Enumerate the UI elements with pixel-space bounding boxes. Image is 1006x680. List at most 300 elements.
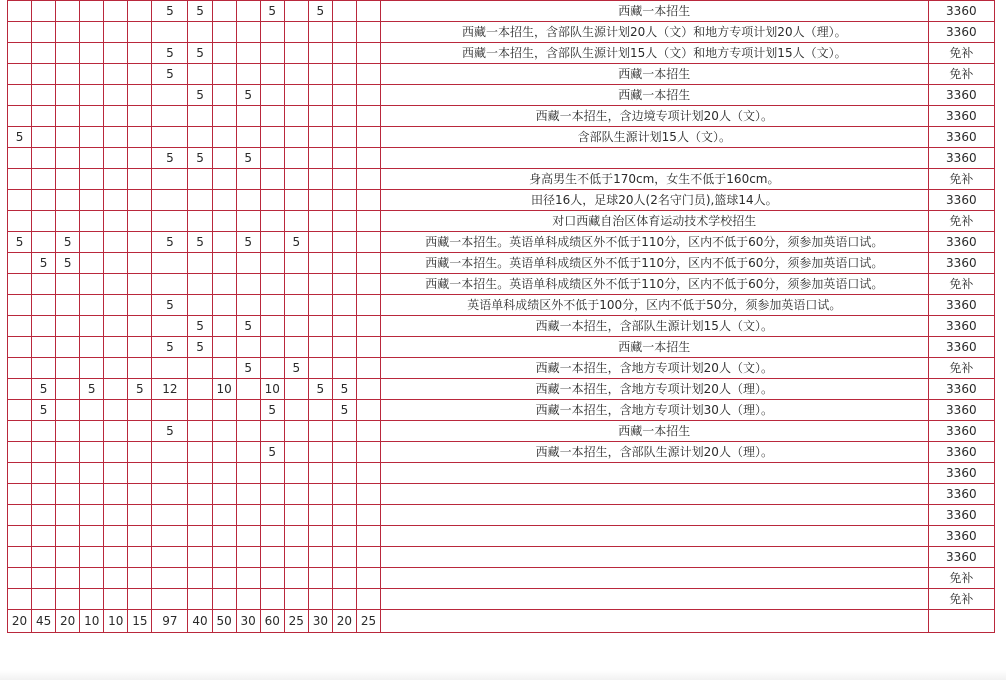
quota-cell: 5 (188, 1, 212, 22)
quota-cell (188, 169, 212, 190)
quota-cell (332, 148, 356, 169)
quota-cell (308, 400, 332, 421)
quota-cell (128, 211, 152, 232)
quota-cell (152, 400, 188, 421)
quota-cell (32, 1, 56, 22)
quota-cell (212, 400, 236, 421)
quota-cell (284, 568, 308, 589)
quota-cell (284, 85, 308, 106)
quota-cell (80, 106, 104, 127)
quota-cell (104, 190, 128, 211)
quota-cell: 5 (332, 400, 356, 421)
quota-cell (32, 127, 56, 148)
quota-cell (284, 484, 308, 505)
remark-cell: 西藏一本招生，含部队生源计划20人（文）和地方专项计划20人（理）。 (380, 22, 928, 43)
quota-cell (356, 442, 380, 463)
quota-cell (80, 169, 104, 190)
quota-cell (128, 316, 152, 337)
quota-cell (32, 463, 56, 484)
quota-cell (284, 148, 308, 169)
quota-cell (332, 484, 356, 505)
quota-cell (308, 274, 332, 295)
quota-cell (260, 337, 284, 358)
quota-cell (188, 442, 212, 463)
quota-cell (284, 64, 308, 85)
quota-cell: 5 (188, 85, 212, 106)
quota-cell (308, 64, 332, 85)
quota-cell (152, 85, 188, 106)
table-row (8, 211, 995, 232)
quota-cell (260, 85, 284, 106)
remark-cell: 西藏一本招生 (380, 337, 928, 358)
quota-cell (56, 127, 80, 148)
quota-cell (128, 547, 152, 568)
quota-cell (104, 1, 128, 22)
quota-cell (212, 442, 236, 463)
quota-cell (356, 22, 380, 43)
quota-cell (284, 43, 308, 64)
quota-cell (212, 148, 236, 169)
quota-cell (356, 358, 380, 379)
table-row (8, 274, 995, 295)
quota-cell (8, 22, 32, 43)
fee-cell (928, 610, 994, 633)
quota-cell (32, 547, 56, 568)
quota-cell (80, 505, 104, 526)
quota-cell (212, 547, 236, 568)
remark-cell (380, 148, 928, 169)
quota-cell (128, 85, 152, 106)
quota-cell: 5 (152, 295, 188, 316)
quota-cell (8, 106, 32, 127)
enrollment-table (7, 0, 995, 633)
quota-cell: 5 (260, 442, 284, 463)
fee-cell: 3360 (928, 232, 994, 253)
quota-cell (128, 421, 152, 442)
quota-cell (308, 232, 332, 253)
quota-cell (356, 421, 380, 442)
quota-cell (56, 295, 80, 316)
fee-cell: 3360 (928, 253, 994, 274)
quota-cell (260, 505, 284, 526)
quota-cell (308, 127, 332, 148)
quota-cell (104, 421, 128, 442)
fee-cell: 3360 (928, 484, 994, 505)
quota-cell: 5 (236, 316, 260, 337)
quota-cell (80, 232, 104, 253)
quota-cell (308, 295, 332, 316)
quota-cell (152, 22, 188, 43)
quota-cell (188, 400, 212, 421)
quota-cell (188, 253, 212, 274)
quota-cell (332, 232, 356, 253)
quota-cell (188, 64, 212, 85)
quota-cell (332, 358, 356, 379)
quota-cell (104, 547, 128, 568)
quota-cell (56, 85, 80, 106)
quota-cell (332, 337, 356, 358)
quota-cell (128, 526, 152, 547)
quota-cell (308, 22, 332, 43)
table-row (8, 337, 995, 358)
quota-cell: 5 (308, 1, 332, 22)
quota-cell (80, 526, 104, 547)
quota-cell (128, 337, 152, 358)
quota-cell (128, 190, 152, 211)
quota-cell (56, 1, 80, 22)
quota-cell (308, 43, 332, 64)
quota-cell (188, 127, 212, 148)
quota-cell (212, 316, 236, 337)
quota-cell (80, 400, 104, 421)
quota-cell (128, 295, 152, 316)
quota-cell (188, 358, 212, 379)
quota-cell (8, 43, 32, 64)
remark-cell: 西藏一本招生，含部队生源计划15人（文）和地方专项计划15人（文）。 (380, 43, 928, 64)
total-cell: 20 (8, 610, 32, 633)
quota-cell (236, 421, 260, 442)
quota-cell (56, 463, 80, 484)
quota-cell (32, 148, 56, 169)
quota-cell (8, 64, 32, 85)
totals-row (8, 610, 995, 633)
remark-cell: 西藏一本招生。英语单科成绩区外不低于110分，区内不低于60分，须参加英语口试。 (380, 253, 928, 274)
quota-cell: 5 (188, 316, 212, 337)
quota-cell (188, 106, 212, 127)
quota-cell (284, 589, 308, 610)
quota-cell (32, 505, 56, 526)
table-row (8, 64, 995, 85)
quota-cell (260, 64, 284, 85)
quota-cell (356, 190, 380, 211)
quota-cell (212, 232, 236, 253)
quota-cell (8, 85, 32, 106)
quota-cell: 5 (128, 379, 152, 400)
quota-cell (152, 253, 188, 274)
quota-cell (212, 1, 236, 22)
quota-cell (32, 190, 56, 211)
quota-cell (80, 463, 104, 484)
quota-cell (188, 484, 212, 505)
quota-cell (212, 211, 236, 232)
quota-cell (80, 43, 104, 64)
fee-cell: 3360 (928, 379, 994, 400)
quota-cell: 5 (152, 1, 188, 22)
quota-cell (284, 274, 308, 295)
quota-cell: 5 (236, 358, 260, 379)
quota-cell (104, 295, 128, 316)
quota-cell: 5 (236, 85, 260, 106)
quota-cell (236, 1, 260, 22)
quota-cell (80, 274, 104, 295)
fee-cell: 3360 (928, 337, 994, 358)
quota-cell (332, 22, 356, 43)
quota-cell (236, 442, 260, 463)
quota-cell (8, 484, 32, 505)
quota-cell (152, 463, 188, 484)
quota-cell (188, 190, 212, 211)
quota-cell: 5 (260, 1, 284, 22)
quota-cell (188, 568, 212, 589)
quota-cell (332, 106, 356, 127)
quota-cell: 5 (236, 232, 260, 253)
quota-cell (80, 442, 104, 463)
quota-cell (56, 568, 80, 589)
quota-cell (332, 526, 356, 547)
quota-cell (260, 169, 284, 190)
quota-cell (236, 127, 260, 148)
table-row (8, 43, 995, 64)
fee-cell: 免补 (928, 211, 994, 232)
quota-cell (152, 211, 188, 232)
quota-cell (284, 316, 308, 337)
quota-cell (104, 274, 128, 295)
quota-cell (56, 379, 80, 400)
table-row (8, 589, 995, 610)
fee-cell: 3360 (928, 316, 994, 337)
quota-cell (56, 526, 80, 547)
quota-cell (212, 295, 236, 316)
remark-cell: 西藏一本招生 (380, 421, 928, 442)
remark-cell: 西藏一本招生 (380, 1, 928, 22)
total-cell: 10 (80, 610, 104, 633)
quota-cell (8, 442, 32, 463)
quota-cell: 5 (332, 379, 356, 400)
quota-cell (236, 568, 260, 589)
quota-cell (188, 211, 212, 232)
quota-cell (308, 85, 332, 106)
remark-cell: 西藏一本招生，含边境专项计划20人（文）。 (380, 106, 928, 127)
fee-cell: 3360 (928, 442, 994, 463)
quota-cell (356, 274, 380, 295)
quota-cell (32, 526, 56, 547)
quota-cell (152, 106, 188, 127)
table-row (8, 85, 995, 106)
quota-cell (332, 253, 356, 274)
table-row (8, 463, 995, 484)
quota-cell (236, 190, 260, 211)
table-row (8, 568, 995, 589)
quota-cell (128, 484, 152, 505)
remark-cell (380, 589, 928, 610)
quota-cell (32, 589, 56, 610)
quota-cell (56, 190, 80, 211)
quota-cell (284, 253, 308, 274)
quota-cell (188, 274, 212, 295)
quota-cell (308, 106, 332, 127)
quota-cell (212, 526, 236, 547)
quota-cell (188, 22, 212, 43)
fee-cell: 3360 (928, 421, 994, 442)
remark-cell: 含部队生源计划15人（文）。 (380, 127, 928, 148)
quota-cell (8, 211, 32, 232)
total-cell: 40 (188, 610, 212, 633)
quota-cell (104, 148, 128, 169)
fee-cell: 3360 (928, 526, 994, 547)
quota-cell (8, 379, 32, 400)
table-row (8, 106, 995, 127)
quota-cell (104, 442, 128, 463)
quota-cell (260, 22, 284, 43)
quota-cell: 5 (236, 148, 260, 169)
table-row (8, 190, 995, 211)
quota-cell (260, 358, 284, 379)
quota-cell (128, 442, 152, 463)
quota-cell (284, 400, 308, 421)
quota-cell (104, 211, 128, 232)
quota-cell (32, 64, 56, 85)
quota-cell (8, 526, 32, 547)
quota-cell (8, 547, 32, 568)
quota-cell (32, 85, 56, 106)
quota-cell (236, 43, 260, 64)
quota-cell (308, 526, 332, 547)
quota-cell (356, 484, 380, 505)
fee-cell: 免补 (928, 358, 994, 379)
remark-cell (380, 568, 928, 589)
fee-cell: 3360 (928, 400, 994, 421)
quota-cell (332, 169, 356, 190)
table-row (8, 484, 995, 505)
quota-cell (308, 190, 332, 211)
quota-cell (284, 442, 308, 463)
quota-cell (236, 211, 260, 232)
quota-cell: 5 (152, 337, 188, 358)
quota-cell (332, 463, 356, 484)
quota-cell (332, 442, 356, 463)
quota-cell (80, 295, 104, 316)
quota-cell (260, 547, 284, 568)
remark-cell (380, 463, 928, 484)
quota-cell (80, 421, 104, 442)
fee-cell: 3360 (928, 127, 994, 148)
quota-cell (32, 169, 56, 190)
quota-cell (212, 484, 236, 505)
quota-cell (128, 232, 152, 253)
quota-cell (236, 106, 260, 127)
total-cell: 45 (32, 610, 56, 633)
table-row (8, 22, 995, 43)
quota-cell (152, 316, 188, 337)
quota-cell (128, 274, 152, 295)
quota-cell (80, 547, 104, 568)
quota-cell (104, 526, 128, 547)
quota-cell (308, 148, 332, 169)
quota-cell (236, 379, 260, 400)
quota-cell (8, 568, 32, 589)
quota-cell (332, 85, 356, 106)
quota-cell (260, 127, 284, 148)
quota-cell (212, 169, 236, 190)
quota-cell (128, 106, 152, 127)
quota-cell: 5 (56, 253, 80, 274)
quota-cell: 5 (188, 337, 212, 358)
quota-cell (284, 547, 308, 568)
quota-cell (356, 589, 380, 610)
quota-cell (104, 568, 128, 589)
remark-cell: 西藏一本招生。英语单科成绩区外不低于110分，区内不低于60分，须参加英语口试。 (380, 232, 928, 253)
quota-cell (284, 505, 308, 526)
quota-cell (152, 169, 188, 190)
quota-cell (104, 337, 128, 358)
quota-cell (32, 358, 56, 379)
quota-cell (80, 211, 104, 232)
quota-cell (56, 64, 80, 85)
quota-cell: 12 (152, 379, 188, 400)
quota-cell (188, 463, 212, 484)
quota-cell: 5 (152, 421, 188, 442)
quota-cell (104, 232, 128, 253)
quota-cell (104, 43, 128, 64)
quota-cell (80, 358, 104, 379)
quota-cell (212, 253, 236, 274)
remark-cell: 西藏一本招生 (380, 85, 928, 106)
quota-cell (128, 463, 152, 484)
quota-cell: 5 (32, 253, 56, 274)
fee-cell: 3360 (928, 505, 994, 526)
quota-cell (32, 232, 56, 253)
quota-cell (32, 295, 56, 316)
quota-cell (284, 22, 308, 43)
quota-cell (32, 316, 56, 337)
fee-cell: 3360 (928, 85, 994, 106)
quota-cell (260, 211, 284, 232)
quota-cell (8, 358, 32, 379)
quota-cell (332, 190, 356, 211)
fee-cell: 免补 (928, 589, 994, 610)
quota-cell (356, 463, 380, 484)
quota-cell (284, 295, 308, 316)
quota-cell (236, 295, 260, 316)
remark-cell (380, 484, 928, 505)
quota-cell (8, 421, 32, 442)
remark-cell: 西藏一本招生，含地方专项计划30人（理）。 (380, 400, 928, 421)
quota-cell (308, 589, 332, 610)
quota-cell (152, 190, 188, 211)
quota-cell (284, 190, 308, 211)
quota-cell (128, 589, 152, 610)
quota-cell (32, 22, 56, 43)
quota-cell (308, 442, 332, 463)
quota-cell (8, 1, 32, 22)
quota-cell (128, 169, 152, 190)
quota-cell (104, 358, 128, 379)
remark-cell: 身高男生不低于170cm，女生不低于160cm。 (380, 169, 928, 190)
quota-cell (80, 148, 104, 169)
quota-cell (104, 400, 128, 421)
quota-cell (152, 547, 188, 568)
quota-cell (152, 484, 188, 505)
quota-cell (104, 22, 128, 43)
quota-cell (260, 463, 284, 484)
quota-cell (356, 337, 380, 358)
remark-cell: 西藏一本招生，含地方专项计划20人（理）。 (380, 379, 928, 400)
quota-cell (8, 589, 32, 610)
remark-cell: 西藏一本招生，含部队生源计划20人（理）。 (380, 442, 928, 463)
quota-cell (332, 211, 356, 232)
quota-cell (80, 337, 104, 358)
quota-cell: 5 (260, 400, 284, 421)
quota-cell (332, 274, 356, 295)
quota-cell (104, 463, 128, 484)
table-row (8, 253, 995, 274)
quota-cell (212, 64, 236, 85)
quota-cell (32, 106, 56, 127)
remark-cell (380, 610, 928, 633)
quota-cell (56, 22, 80, 43)
quota-cell (128, 148, 152, 169)
quota-cell (332, 127, 356, 148)
